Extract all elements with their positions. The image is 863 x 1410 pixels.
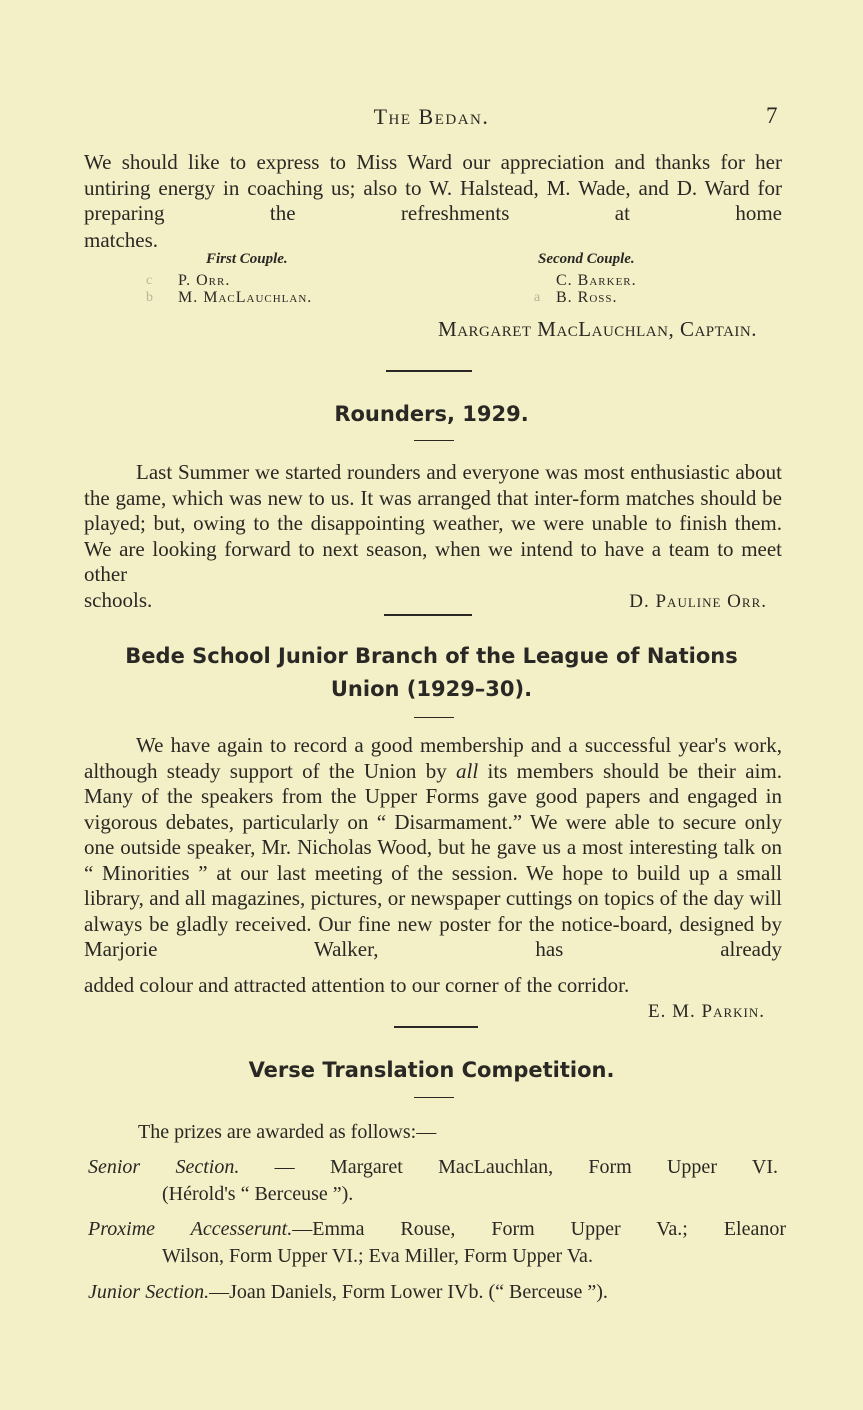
page-number: 7 [766,103,778,128]
league-title-line2: Union (1929–30). [330,677,533,701]
senior-text: — Margaret MacLauchlan, Form Upper VI. [239,1156,778,1178]
junior-text: —Joan Daniels, Form Lower IVb. (“ Berceuse ”). [209,1281,608,1303]
rounders-title: Rounders, 1929. [334,402,529,426]
second-couple-member [556,272,637,290]
senior-prize-line2: (Hérold's “ Berceuse ”). [162,1183,354,1205]
rounders-paragraph: Last Summer we started rounders and everyone was most enthusiastic about the game, which was new to us. It was arranged that inter-form matches should be played; but, owing to the disappointing weather, we were unable to finish them. We are looking forward to next season, when we intend to have a team to meet other [84,460,782,586]
senior-prize [88,1154,778,1181]
thanks-paragraph-tail: matches. [84,228,159,252]
member-name: M. MacLauchlan. [178,289,313,306]
proxime-prize [88,1216,786,1243]
second-couple-member [556,289,618,307]
proxime-prize-line2: Wilson, Form Upper VI.; Eva Miller, Form Upper Va. [162,1245,593,1267]
member-name: B. Ross. [556,289,618,306]
second-couple-heading: Second Couple. [538,251,635,267]
member-name: C. Barker. [556,272,637,289]
league-signature-text: E. M. Parkin. [648,1001,765,1022]
league-text: its members should be their aim. Many of the speakers from the Upper Forms gave good papers and engaged in vigorous debates, particularly on “ Disarmament.” We were able to secure only one outside speaker, Mr. Nicholas Wood, but he gave us a most interesting talk on “ Minorities ” at our last meeting of the session. We hope to build up a small library, and all magazines, pictures, or newspaper cuttings on topics of the day will always be gladly received. Our fine new poster for the notice-board, designed by Marjorie Walker, has already [84,758,782,961]
member-name: P. Orr. [178,272,231,289]
title-underline [414,717,454,718]
league-text: We have again to record a good membership and a successful year's work, although steady support of the Union by [84,733,782,783]
league-title-line1: Bede School Junior Branch of the League of Nations [125,644,738,668]
rounders-paragraph-tail: schools. [84,588,153,612]
pencil-mark: b [146,290,153,305]
senior-label: Senior Section. [88,1156,240,1178]
rounders-signature [629,591,767,613]
title-underline [414,1097,454,1098]
proxime-text: —Emma Rouse, Form Upper Va.; Eleanor [292,1218,787,1240]
proxime-label: Proxime Accesserunt. [88,1218,293,1240]
verse-title: Verse Translation Competition. [248,1058,615,1082]
league-paragraph-tail: added colour and attracted attention to our corner of the corridor. [84,973,630,997]
pencil-mark: c [146,273,153,288]
first-couple-heading: First Couple. [206,251,288,267]
captain-signature-text: Margaret MacLauchlan, Captain. [438,317,757,341]
junior-label: Junior Section. [88,1281,210,1303]
league-signature [648,1001,765,1023]
captain-signature [438,317,757,342]
league-emphasis: all [456,758,479,783]
section-divider [384,614,472,616]
title-underline [414,440,454,441]
rounders-signature-text: D. Pauline Orr. [629,591,767,612]
junior-prize [88,1279,608,1306]
first-couple-member [178,289,312,307]
running-title-text: The Bedan. [373,104,490,129]
section-divider [394,1026,478,1028]
pencil-mark: a [534,290,541,305]
league-paragraph [84,733,782,963]
section-divider [386,370,472,372]
first-couple-member [178,272,230,290]
prize-intro: The prizes are awarded as follows:— [138,1121,437,1143]
running-title [0,104,863,130]
thanks-paragraph: We should like to express to Miss Ward our appreciation and thanks for her untiring energy in coaching us; also to W. Halstead, M. Wade, and D. Ward for preparing the refreshments at home [84,150,782,225]
